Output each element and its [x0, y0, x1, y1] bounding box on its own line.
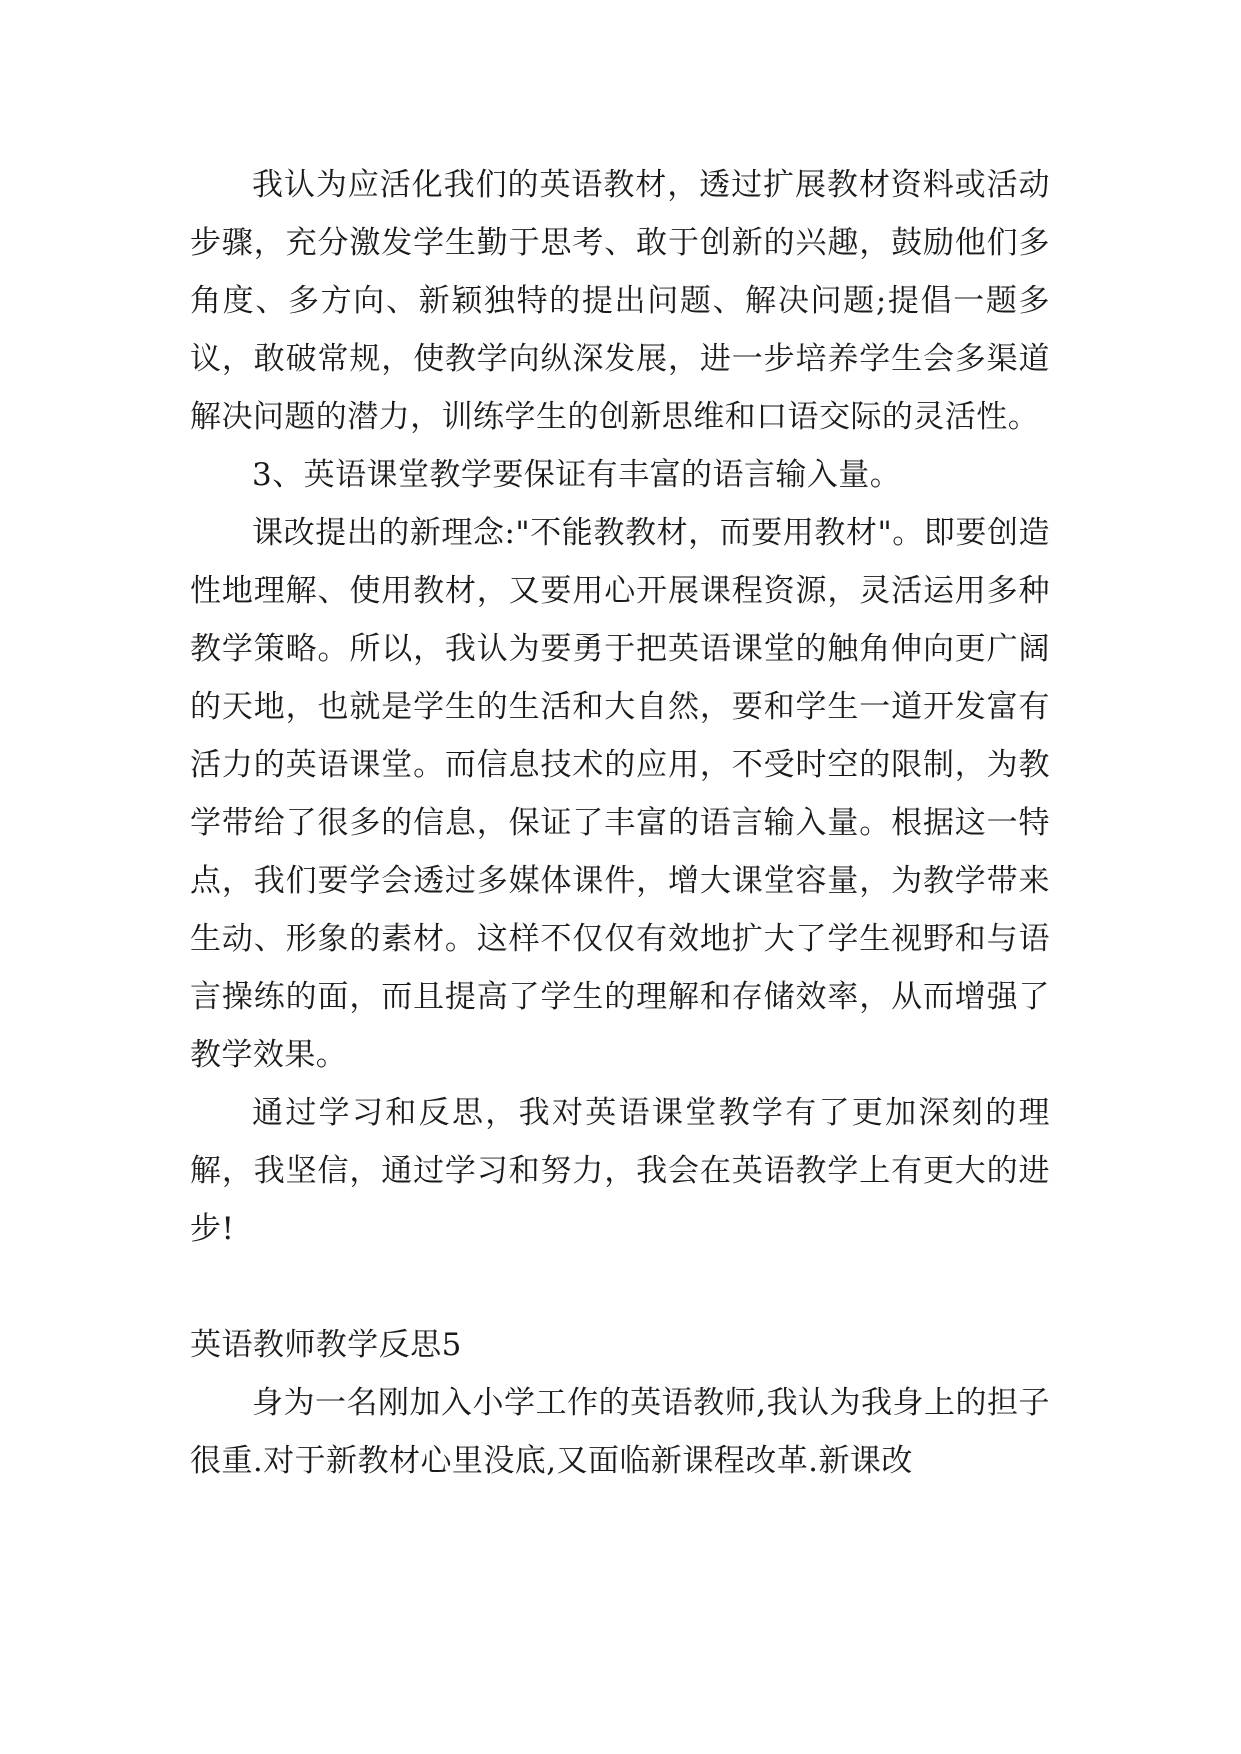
paragraph-point-3-heading: 3、英语课堂教学要保证有丰富的语言输入量。 — [252, 457, 902, 493]
paragraph-new-teacher: 身为一名刚加入小学工作的英语教师,我认为我身上的担子很重.对于新教材心里没底,又面临新课程改革.新课改 — [190, 1385, 1050, 1479]
paragraph-conclusion: 通过学习和反思，我对英语课堂教学有了更加深刻的理解，我坚信，通过学习和努力，我会在英语教学上有更大的进步! — [190, 1095, 1050, 1247]
section-heading: 英语教师教学反思5 — [190, 1327, 462, 1363]
document-body — [190, 156, 1050, 1490]
paragraph-language-input: 课改提出的新理念:"不能教教材，而要用教材"。即要创造性地理解、使用教材，又要用心开展课程资源，灵活运用多种教学策略。所以，我认为要勇于把英语课堂的触角伸向更广阔的天地，也就是学生的生活和大自然，要和学生一道开发富有活力的英语课堂。而信息技术的应用，不受时空的限制，为教学带给了很多的信息，保证了丰富的语言输入量。根据这一特点，我们要学会透过多媒体课件，增大课堂容量，为教学带来生动、形象的素材。这样不仅仅有效地扩大了学生视野和与语言操练的面，而且提高了学生的理解和存储效率，从而增强了教学效果。 — [190, 515, 1050, 1073]
paragraph-textbook-activation: 我认为应活化我们的英语教材，透过扩展教材资料或活动步骤，充分激发学生勤于思考、敢于创新的兴趣，鼓励他们多角度、多方向、新颖独特的提出问题、解决问题;提倡一题多议，敢破常规，使教学向纵深发展，进一步培养学生会多渠道解决问题的潜力，训练学生的创新思维和口语交际的灵活性。 — [190, 167, 1050, 435]
